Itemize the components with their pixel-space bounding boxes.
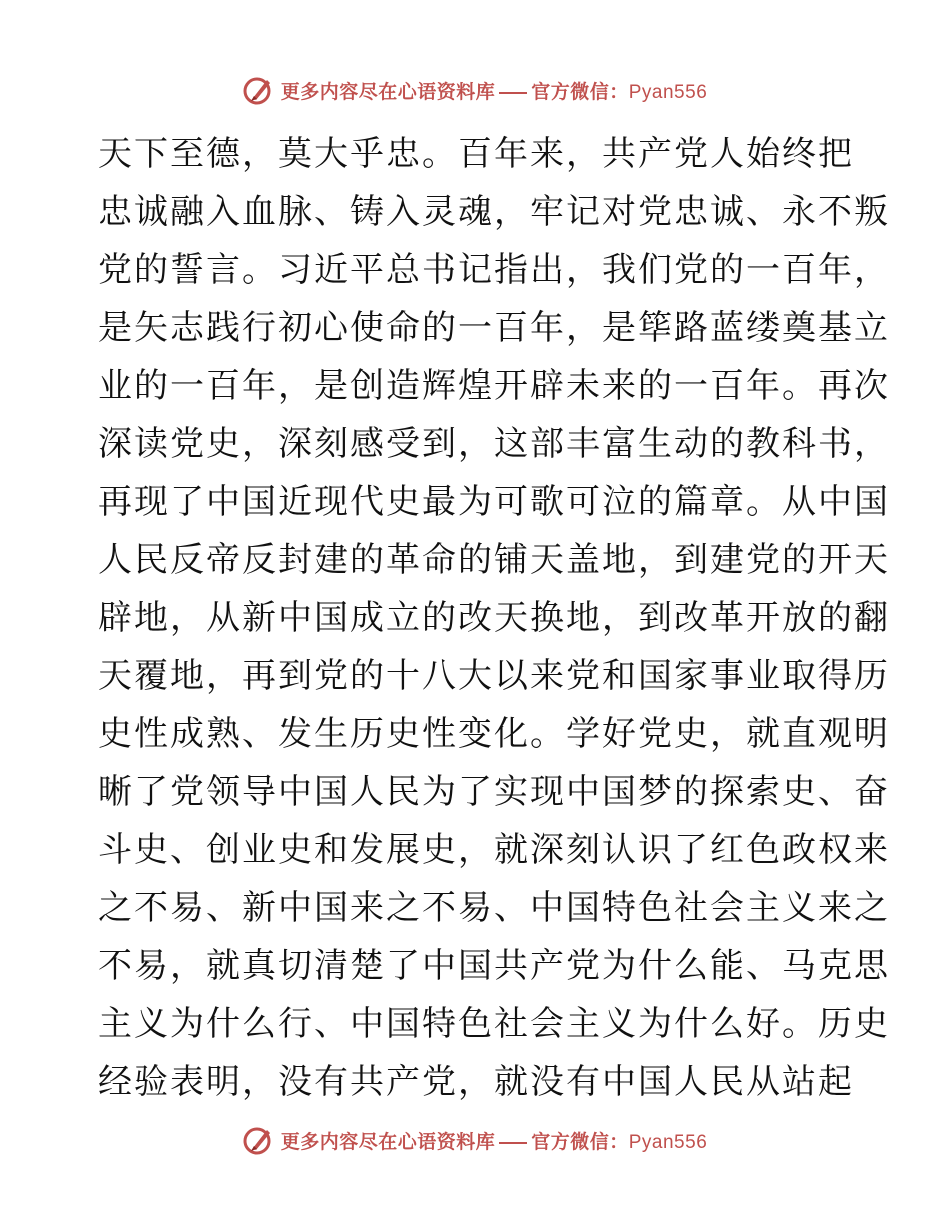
text-line: 晰了党领导中国人民为了实现中国梦的探索史、奋 [98, 772, 890, 812]
text-line: 斗史、创业史和发展史，就深刻认识了红色政权来 [98, 830, 890, 870]
quill-pen-logo-icon [243, 74, 275, 106]
text-line: 之不易、新中国来之不易、中国特色社会主义来之 [98, 888, 890, 928]
text-line: 不易，就真切清楚了中国共产党为什么能、马克思 [98, 946, 890, 986]
text-line: 史性成熟、发生历史性变化。学好党史，就直观明 [98, 714, 890, 754]
text-line: 天下至德，莫大乎忠。百年来，共产党人始终把 [98, 134, 854, 174]
text-line: 辟地，从新中国成立的改天换地，到改革开放的翻 [98, 598, 890, 638]
text-line: 主义为什么行、中国特色社会主义为什么好。历史 [98, 1004, 890, 1044]
text-line: 经验表明，没有共产党，就没有中国人民从站起 [98, 1062, 854, 1102]
text-line: 再现了中国近现代史最为可歌可泣的篇章。从中国 [98, 482, 890, 522]
footer-banner-text: 更多内容尽在心语资料库 官方微信：Pyan556 [280, 1130, 708, 1153]
quill-pen-logo-icon [243, 1124, 275, 1156]
footer-banner [0, 1120, 950, 1160]
header-banner-text: 更多内容尽在心语资料库 官方微信：Pyan556 [280, 80, 708, 103]
footer-wechat-id: Pyan556 [628, 1131, 708, 1153]
text-line: 党的誓言。习近平总书记指出，我们党的一百年， [98, 250, 890, 290]
header-banner [0, 70, 950, 110]
text-line: 忠诚融入血脉、铸入灵魂，牢记对党忠诚、永不叛 [98, 192, 890, 232]
text-line: 业的一百年，是创造辉煌开辟未来的一百年。再次 [98, 366, 890, 406]
text-line: 人民反帝反封建的革命的铺天盖地，到建党的开天 [98, 540, 890, 580]
document-body [98, 125, 890, 1111]
text-line: 天覆地，再到党的十八大以来党和国家事业取得历 [98, 656, 890, 696]
text-line: 深读党史，深刻感受到，这部丰富生动的教科书， [98, 424, 890, 464]
text-line: 是矢志践行初心使命的一百年，是筚路蓝缕奠基立 [98, 308, 890, 348]
header-wechat-id: Pyan556 [628, 81, 708, 103]
